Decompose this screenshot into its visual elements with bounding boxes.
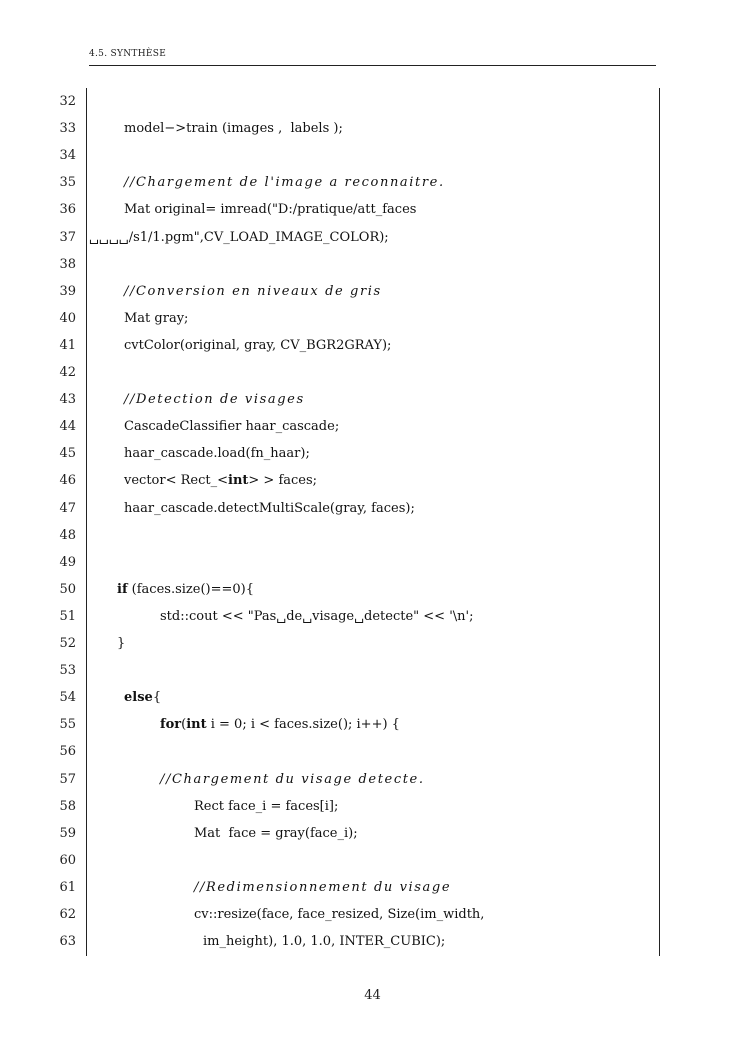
- line-number: 46: [59, 473, 76, 489]
- code-text: [117, 636, 125, 652]
- code-text: [194, 880, 451, 896]
- code-line: [0, 848, 745, 875]
- code-line: [0, 468, 745, 495]
- code-line: [0, 360, 745, 387]
- code-token: vector< Rect_<: [124, 473, 228, 489]
- line-number: 33: [59, 121, 76, 137]
- code-token: std::cout << "Pas␣de␣visage␣detecte" << '\n';: [160, 608, 474, 624]
- line-number: 52: [59, 636, 76, 651]
- code-text: [194, 907, 484, 923]
- code-comment: //Conversion en niveaux de gris: [124, 283, 382, 299]
- line-number: 55: [59, 717, 76, 733]
- code-line: [0, 902, 745, 929]
- code-line: [0, 225, 745, 252]
- code-line: [0, 523, 745, 550]
- line-number: 59: [59, 825, 76, 841]
- line-number: 61: [59, 879, 76, 895]
- line-number: 44: [59, 419, 76, 435]
- line-number: 63: [59, 934, 76, 950]
- code-token: Mat face = gray(face_i);: [194, 825, 358, 841]
- code-text: [124, 338, 391, 354]
- line-number: 50: [59, 581, 76, 597]
- code-token: CascadeClassifier haar_cascade;: [124, 419, 340, 435]
- code-line: [0, 712, 745, 739]
- code-line: [0, 794, 745, 821]
- line-number: 48: [59, 527, 76, 543]
- code-line: [0, 414, 745, 441]
- code-keyword: for: [160, 717, 182, 733]
- code-text: [89, 230, 389, 246]
- code-line: [0, 279, 745, 306]
- line-number: 39: [59, 283, 76, 299]
- code-line: [0, 821, 745, 848]
- line-number: 32: [59, 94, 76, 109]
- line-number: 41: [59, 337, 76, 353]
- line-number: 51: [59, 608, 76, 624]
- code-line: [0, 767, 745, 794]
- code-keyword: else: [124, 690, 153, 706]
- code-text: [124, 419, 339, 435]
- line-number: 54: [59, 690, 76, 706]
- code-token: {: [152, 690, 162, 706]
- code-token: haar_cascade.load(fn_haar);: [124, 446, 310, 462]
- code-text: [203, 934, 445, 950]
- code-token: cv::resize(face, face_resized, Size(im_width,: [194, 907, 485, 922]
- code-token: Mat original= imread("D:/pratique/att_faces: [124, 202, 417, 218]
- code-comment: //Redimensionnement du visage: [194, 879, 452, 895]
- line-number: 58: [59, 798, 76, 814]
- code-token: > > faces;: [248, 473, 318, 489]
- code-text: [160, 772, 425, 788]
- line-number: 35: [59, 175, 76, 191]
- code-token: (: [181, 717, 187, 733]
- line-number: 47: [59, 500, 76, 516]
- code-token: i = 0; i < faces.size(); i++) {: [206, 717, 400, 733]
- code-line: [0, 387, 745, 414]
- code-keyword: int: [186, 717, 207, 733]
- line-number: 36: [59, 202, 76, 218]
- code-line: [0, 739, 745, 766]
- code-token: Rect face_i = faces[i];: [194, 798, 339, 814]
- code-text: [124, 202, 416, 218]
- code-line: [0, 550, 745, 577]
- code-line: [0, 631, 745, 658]
- code-line: [0, 333, 745, 360]
- code-text: [124, 392, 305, 408]
- line-number: 40: [59, 310, 76, 326]
- line-number: 62: [59, 907, 76, 922]
- code-token: (faces.size()==0){: [127, 581, 254, 597]
- code-text: [124, 121, 343, 137]
- header-rule: [89, 65, 656, 66]
- code-comment: //Detection de visages: [124, 392, 305, 408]
- code-text: [194, 826, 358, 842]
- code-keyword: int: [228, 473, 249, 489]
- line-number: 42: [59, 365, 76, 380]
- code-token: haar_cascade.detectMultiScale(gray, faces);: [124, 500, 415, 516]
- code-comment: //Chargement de l'image a reconnaitre.: [124, 175, 445, 191]
- line-number: 45: [59, 446, 76, 462]
- code-line: [0, 496, 745, 523]
- code-text: [124, 690, 161, 706]
- code-comment: //Chargement du visage detecte.: [160, 771, 425, 787]
- code-line: [0, 577, 745, 604]
- code-line: [0, 441, 745, 468]
- line-number: 57: [59, 771, 76, 787]
- line-number: 60: [59, 852, 76, 868]
- code-token: ␣␣␣␣/s1/1.pgm",CV_LOAD_IMAGE_COLOR);: [89, 229, 389, 245]
- code-text: [117, 582, 254, 598]
- line-number: 49: [59, 554, 76, 570]
- running-header: 4.5. SYNTHÈSE: [89, 49, 167, 59]
- code-line: [0, 875, 745, 902]
- line-number: 53: [59, 663, 76, 679]
- code-line: [0, 604, 745, 631]
- code-text: [124, 473, 317, 489]
- line-number: 37: [59, 229, 76, 245]
- code-text: [124, 175, 445, 191]
- code-text: [160, 609, 473, 625]
- code-line: [0, 116, 745, 143]
- code-line: [0, 658, 745, 685]
- code-line: [0, 306, 745, 333]
- code-token: model−>train (images , labels );: [124, 121, 343, 137]
- line-number: 56: [59, 744, 76, 760]
- line-number: 38: [59, 256, 76, 272]
- code-token: im_height), 1.0, 1.0, INTER_CUBIC);: [203, 934, 446, 950]
- code-line: [0, 252, 745, 279]
- code-keyword: if: [117, 581, 128, 597]
- page-number: 44: [364, 988, 381, 1003]
- code-token: }: [117, 636, 126, 651]
- code-token: Mat gray;: [124, 310, 189, 326]
- code-line: [0, 143, 745, 170]
- line-number: 43: [59, 392, 76, 408]
- code-text: [124, 446, 310, 462]
- code-text: [124, 284, 382, 300]
- code-text: [124, 311, 188, 327]
- code-text: [160, 717, 400, 733]
- code-text: [194, 799, 338, 815]
- code-token: cvtColor(original, gray, CV_BGR2GRAY);: [124, 337, 392, 353]
- code-line: [0, 197, 745, 224]
- code-text: [124, 501, 415, 517]
- code-line: [0, 89, 745, 116]
- code-line: [0, 929, 745, 956]
- line-number: 34: [59, 148, 76, 164]
- code-line: [0, 685, 745, 712]
- code-line: [0, 170, 745, 197]
